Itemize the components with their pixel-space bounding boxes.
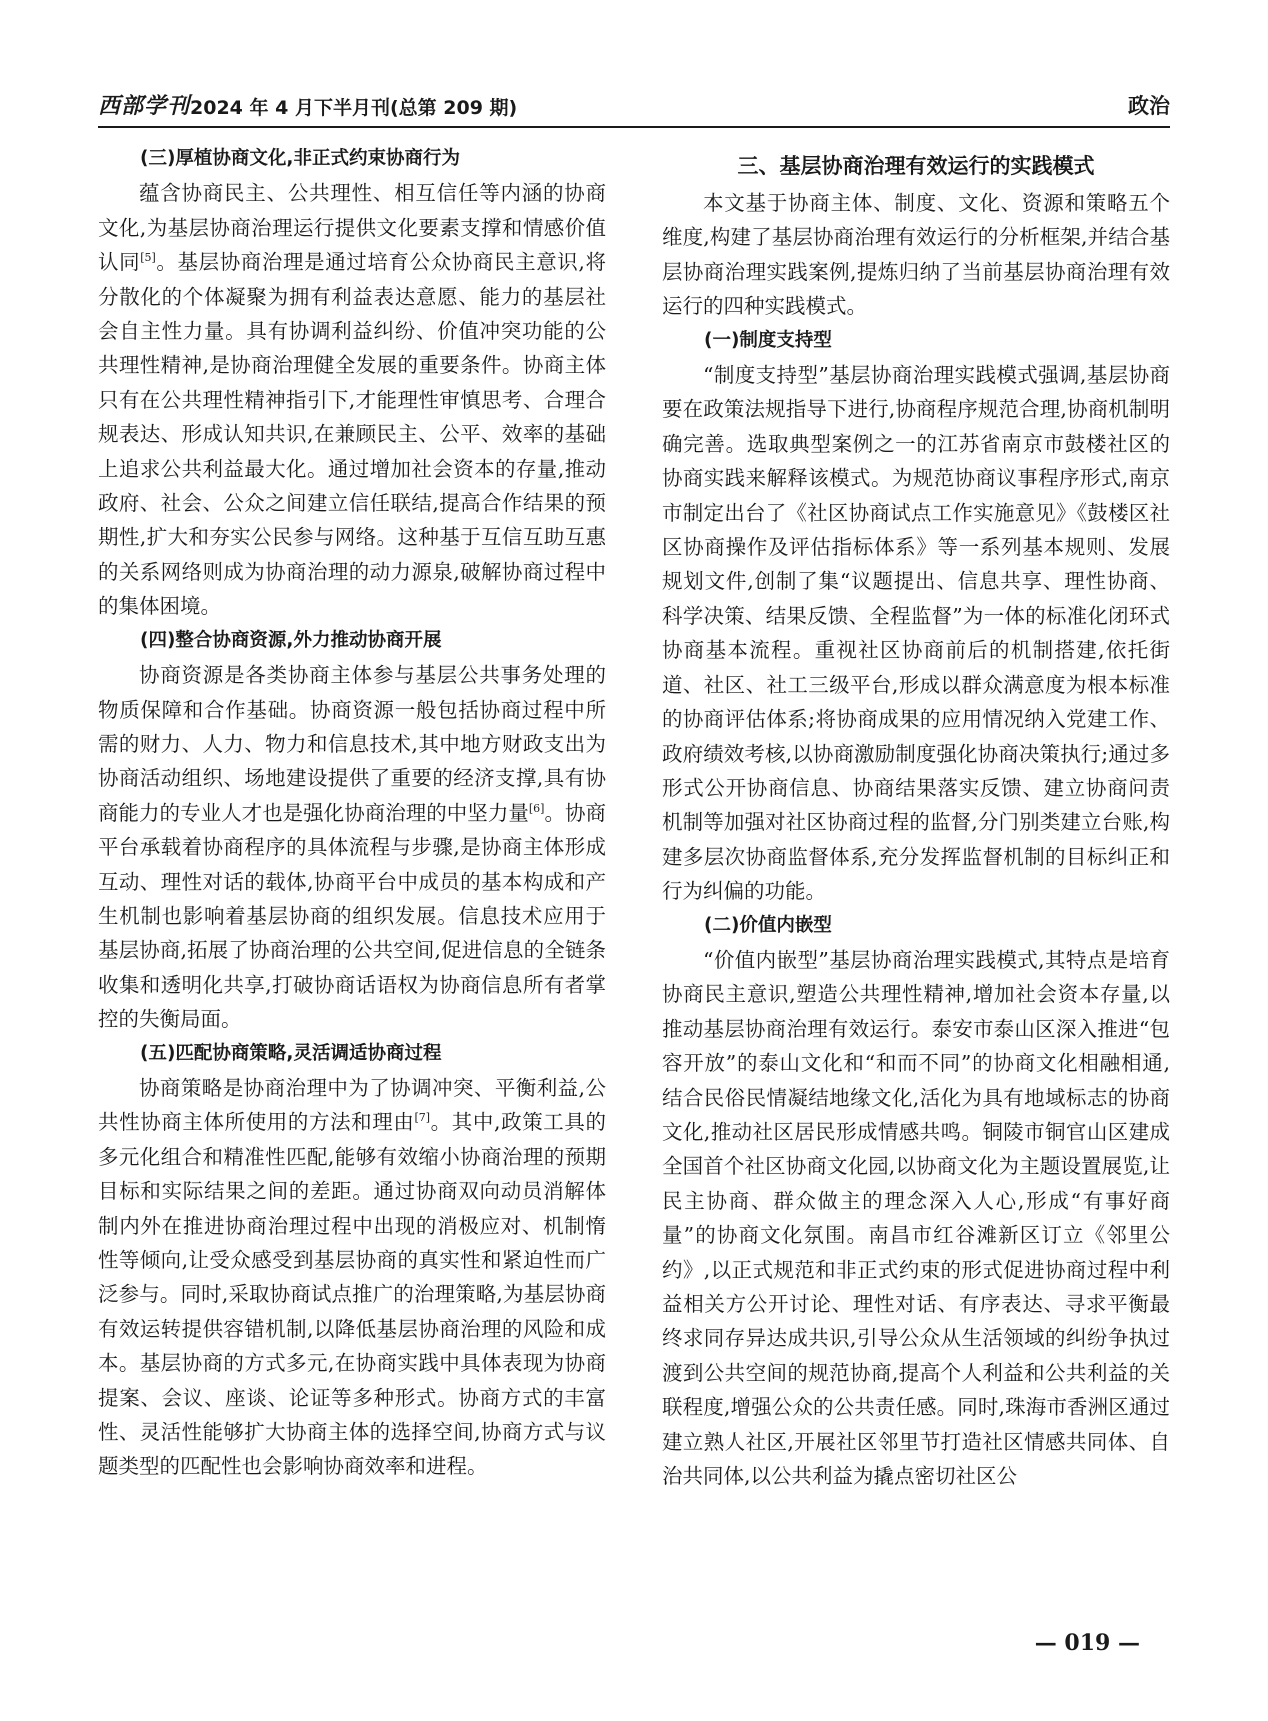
paragraph xyxy=(98,658,606,1036)
right-column xyxy=(662,142,1170,1493)
citation-ref[interactable]: [5] xyxy=(140,251,156,265)
subheading-3: (三)厚植协商文化,非正式约束协商行为 xyxy=(140,148,460,169)
citation-ref[interactable]: [6] xyxy=(528,801,545,815)
subheading-2: (二)价值内嵌型 xyxy=(704,914,832,936)
paragraph xyxy=(98,1071,606,1484)
section-label: 政治 xyxy=(1128,94,1170,118)
paragraph-text: 。基层协商治理是通过培育公众协商民主意识,将分散化的个体凝聚为拥有利益表达意愿、能力的基层社会自主性力量。具有协调利益纠纷、价值冲突功能的公共理性精神,是协商治理健全发展的重要条件。协商主体只有在公共理性精神指引下,才能理性审慎思考、合理合规表达、形成认知共识,在兼顾民主、公平、效率的基础上追求公共利益最大化。通过增加社会资本的存量,推动政府、社会、公众之间建立信任联结,提高合作结果的预期性,扩大和夯实公民参与网络。这种基于互信互助互惠的关系网络则成为协商治理的动力源泉,破解协商过程中的集体困境。 xyxy=(98,250,607,619)
issue-info: 2024 年 4 月下半月刊(总第 209 期) xyxy=(190,97,518,119)
paragraph: 本文基于协商主体、制度、文化、资源和策略五个维度,构建了基层协商治理有效运行的分析框架,并结合基层协商治理实践案例,提炼归纳了当前基层协商治理有效运行的四种实践模式。 xyxy=(662,191,1170,319)
journal-logo: 西部学刊 xyxy=(98,93,191,119)
paragraph-text: 。协商平台承载着协商程序的具体流程与步骤,是协商主体形成互动、理性对话的载体,协商平台中成员的基本构成和产生机制也影响着基层协商的组织发展。信息技术应用于基层协商,拓展了协商治理的公共空间,促进信息的全链条收集和透明化共享,打破协商话语权为协商信息所有者掌控的失衡局面。 xyxy=(98,800,607,1032)
header-left xyxy=(98,89,517,120)
running-header xyxy=(98,88,1170,128)
citation-ref[interactable]: [7] xyxy=(414,1111,431,1125)
paragraph xyxy=(98,176,606,623)
paragraph: “制度支持型”基层协商治理实践模式强调,基层协商要在政策法规指导下进行,协商程序规范合理,协商机制明确完善。选取典型案例之一的江苏省南京市鼓楼社区的协商实践来解释该模式。为规范协商议事程序形式,南京市制定出台了《社区协商试点工作实施意见》《鼓楼区社区协商操作及评估指标体系》等一系列基本规则、发展规划文件,创制了集“议题提出、信息共享、理性协商、科学决策、结果反馈、全程监督”为一体的标准化闭环式协商基本流程。重视社区协商前后的机制搭建,依托街道、社区、社工三级平台,形成以群众满意度为根本标准的协商评估体系;将协商成果的应用情况纳入党建工作、政府绩效考核,以协商激励制度强化协商决策执行;通过多形式公开协商信息、协商结果落实反馈、建立协商问责机制等加强对社区协商过程的监督,分门别类建立台账,构建多层次协商监督体系,充分发挥监督机制的目标纠正和行为纠偏的功能。 xyxy=(662,363,1170,904)
paragraph-text: 协商策略是协商治理中为了协调冲突、平衡利益,公共性协商主体所使用的方法和理由 xyxy=(98,1075,606,1135)
subheading-4: (四)整合协商资源,外力推动协商开展 xyxy=(140,629,442,651)
paragraph-text: 蕴含协商民主、公共理性、相互信任等内涵的协商文化,为基层协商治理运行提供文化要素支撑和情感价值认同 xyxy=(98,181,606,275)
paragraph-text: 。其中,政策工具的多元化组合和精准性匹配,能够有效缩小协商治理的预期目标和实际结果之间的差距。通过协商双向动员消解体制内外在推进协商治理过程中出现的消极应对、机制惰性等倾向,让受众感受到基层协商的真实性和紧迫性而广泛参与。同时,采取协商试点推广的治理策略,为基层协商有效运转提供容错机制,以降低基层协商治理的风险和成本。基层协商的方式多元,在协商实践中具体表现为协商提案、会议、座谈、论证等多种形式。协商方式的丰富性、灵活性能够扩大协商主体的选择空间,协商方式与议题类型的匹配性也会影响协商效率和进程。 xyxy=(98,1110,606,1479)
section-heading: 三、基层协商治理有效运行的实践模式 xyxy=(737,154,1095,178)
paragraph: “价值内嵌型”基层协商治理实践模式,其特点是培育协商民主意识,塑造公共理性精神,增加社会资本存量,以推动基层协商治理有效运行。泰安市泰山区深入推进“包容开放”的泰山文化和“和而不同”的协商文化相融相通,结合民俗民情凝结地缘文化,活化为具有地域标志的协商文化,推动社区居民形成情感共鸣。铜陵市铜官山区建成全国首个社区协商文化园,以协商文化为主题设置展览,让民主协商、群众做主的理念深入人心,形成“有事好商量”的协商文化氛围。南昌市红谷滩新区订立《邻里公约》,以正式规范和非正式约束的形式促进协商过程中利益相关方公开讨论、理性对话、有序表达、寻求平衡最终求同存异达成共识,引导公众从生活领域的纠纷争执过渡到公共空间的规范协商,提高个人利益和公共利益的关联程度,增强公众的公共责任感。同时,珠海市香洲区通过建立熟人社区,开展社区邻里节打造社区情感共同体、自治共同体,以公共利益为撬点密切社区公 xyxy=(662,947,1170,1489)
paragraph-text: 协商资源是各类协商主体参与基层公共事务处理的物质保障和合作基础。协商资源一般包括协商过程中所需的财力、人力、物力和信息技术,其中地方财政支出为协商活动组织、场地建设提供了重要的经济支撑,具有协商能力的专业人才也是强化协商治理的中坚力量 xyxy=(98,663,606,825)
left-column xyxy=(98,142,606,1484)
subheading-1: (一)制度支持型 xyxy=(704,329,832,351)
subheading-5: (五)匹配协商策略,灵活调适协商过程 xyxy=(140,1042,442,1064)
page-number: — 019 — xyxy=(1034,1630,1140,1656)
